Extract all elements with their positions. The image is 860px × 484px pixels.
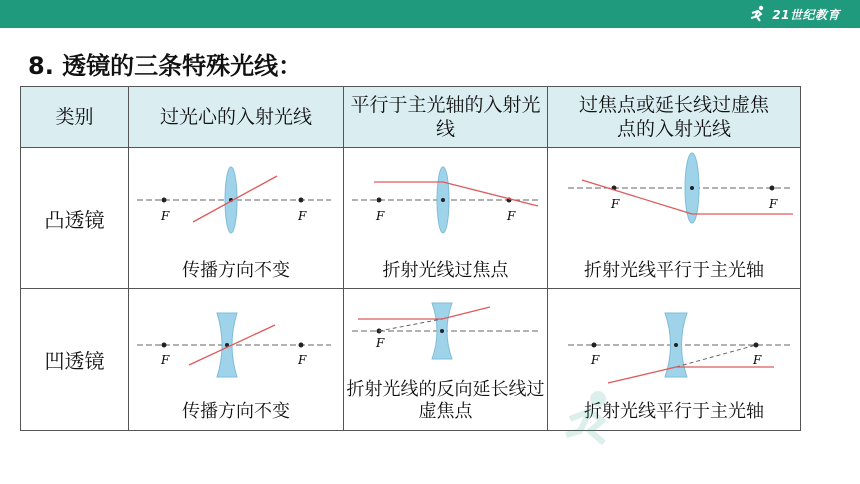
runner-icon xyxy=(748,5,768,23)
svg-text:F: F xyxy=(753,353,762,367)
svg-text:F: F xyxy=(161,353,170,367)
lens-table xyxy=(20,86,801,431)
svg-text:F: F xyxy=(507,209,516,223)
col-header-focus: 过焦点或延长线过虚焦点的入射光线 xyxy=(548,87,801,148)
svg-text:F: F xyxy=(376,336,385,350)
svg-text:F: F xyxy=(298,209,307,223)
caption-convex-center: 传播方向不变 xyxy=(182,260,290,281)
page-title: 8. 透镜的三条特殊光线： xyxy=(28,52,303,80)
svg-text:F: F xyxy=(611,197,620,211)
convex-parallel-cell xyxy=(344,148,548,289)
convex-focus-cell xyxy=(548,148,801,289)
brand-logo xyxy=(748,4,840,24)
concave-optical-center-cell xyxy=(129,289,344,431)
watermark-runner-icon xyxy=(560,385,820,445)
caption-concave-parallel: 折射光线的反向延长线过虚焦点 xyxy=(346,379,545,422)
caption-concave-center: 传播方向不变 xyxy=(182,401,290,422)
svg-text:F: F xyxy=(161,209,170,223)
caption-convex-focus: 折射光线平行于主光轴 xyxy=(584,260,764,281)
caption-concave-focus: 折射光线平行于主光轴 xyxy=(584,401,764,422)
svg-text:F: F xyxy=(769,197,778,211)
col-header-parallel: 平行于主光轴的入射光线 xyxy=(344,87,548,148)
svg-text:F: F xyxy=(376,209,385,223)
concave-parallel-cell xyxy=(344,289,548,431)
header-bar xyxy=(0,0,860,28)
row-label-convex: 凸透镜 xyxy=(21,148,129,289)
row-label-concave: 凹透镜 xyxy=(21,289,129,431)
col-header-category: 类别 xyxy=(21,87,129,148)
caption-convex-parallel: 折射光线过焦点 xyxy=(382,260,509,281)
convex-optical-center-cell xyxy=(129,148,344,289)
col-header-optical-center: 过光心的入射光线 xyxy=(129,87,344,148)
svg-text:F: F xyxy=(298,353,307,367)
svg-text:F: F xyxy=(591,353,600,367)
brand-name: 21世纪教育 xyxy=(772,7,840,22)
